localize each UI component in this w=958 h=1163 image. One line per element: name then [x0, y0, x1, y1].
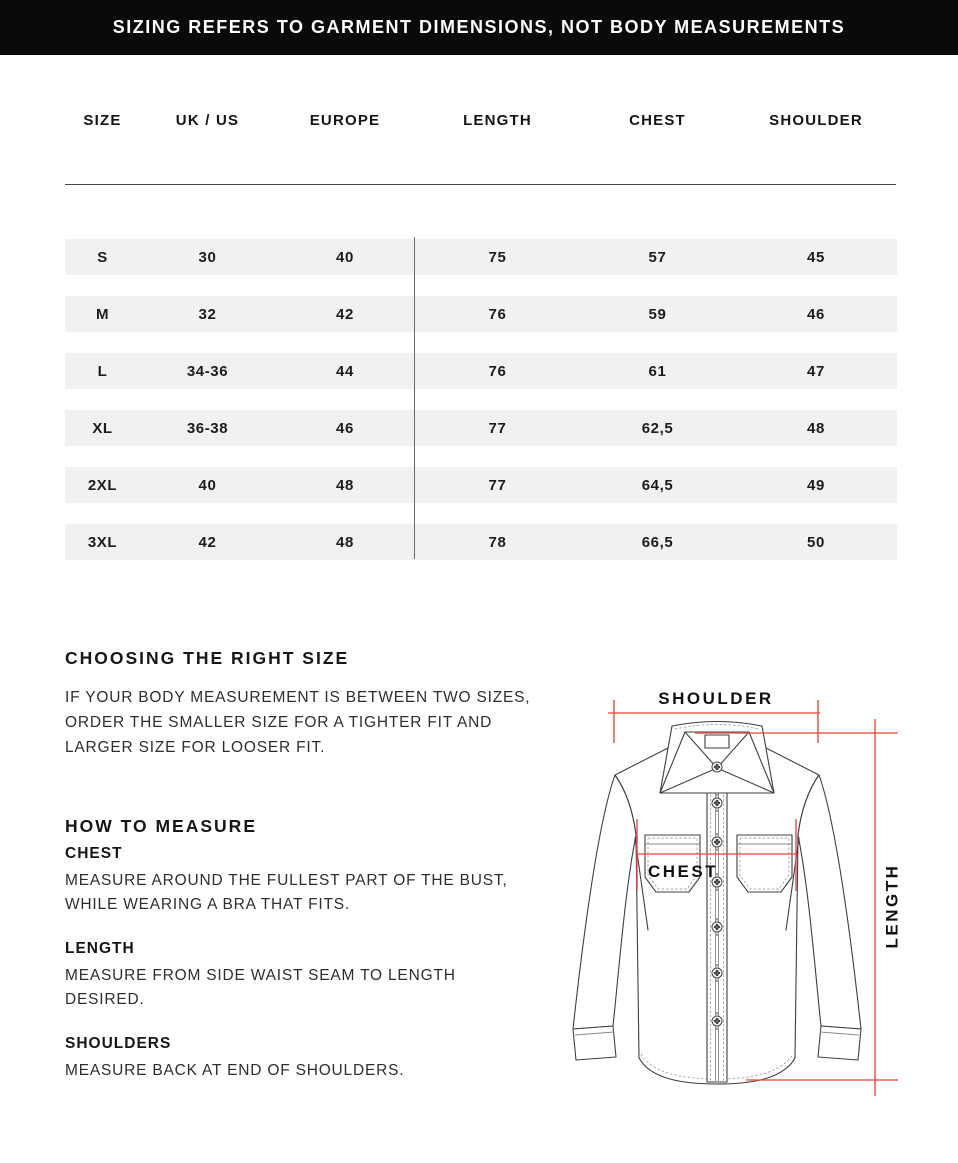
cell-uk-us: 42 [198, 533, 217, 551]
choosing-size-text [65, 685, 530, 760]
shirt-measurement-diagram [555, 680, 958, 1110]
diagram-chest-label: CHEST [648, 862, 719, 881]
size-table-header [65, 112, 897, 129]
cell-chest: 61 [648, 362, 667, 380]
cell-uk-us: 30 [198, 248, 217, 266]
pocket-right [737, 835, 792, 892]
measure-shoulders-label: SHOULDERS [65, 1035, 172, 1052]
cell-length: 76 [488, 362, 507, 380]
cell-shoulder: 47 [807, 362, 825, 380]
col-header-shoulder: SHOULDER [769, 112, 863, 129]
cell-shoulder: 45 [807, 248, 825, 266]
choosing-size-heading: CHOOSING THE RIGHT SIZE [65, 647, 350, 668]
cell-size: XL [92, 419, 113, 437]
measure-shoulders-line-1: MEASURE BACK AT END OF SHOULDERS. [65, 1062, 405, 1079]
cell-shoulder: 46 [807, 305, 825, 323]
cell-chest: 66,5 [641, 533, 674, 551]
how-to-measure-heading: HOW TO MEASURE [65, 815, 257, 836]
cell-shoulder: 49 [807, 476, 825, 494]
cuff-left [573, 1026, 616, 1060]
table-row-s [65, 239, 897, 275]
cell-shoulder: 48 [807, 419, 825, 437]
cell-chest: 64,5 [641, 476, 674, 494]
choosing-line-1: IF YOUR BODY MEASUREMENT IS BETWEEN TWO SIZES, [65, 689, 531, 706]
shirt-diagram-svg [555, 680, 958, 1110]
table-header-rule [65, 184, 896, 185]
table-row-3xl [65, 524, 897, 560]
cell-uk-us: 36-38 [186, 419, 229, 437]
diagram-length-label: LENGTH [882, 863, 902, 949]
cell-size: S [97, 248, 108, 266]
cell-length: 77 [488, 419, 507, 437]
cuff-right [818, 1026, 861, 1060]
cell-length: 77 [488, 476, 507, 494]
cell-uk-us: 34-36 [186, 362, 229, 380]
button [712, 762, 722, 772]
measure-shoulders-text [65, 1059, 404, 1083]
measure-length-line-2: DESIRED. [65, 991, 145, 1008]
col-header-size: SIZE [83, 112, 122, 129]
table-row-xl [65, 410, 897, 446]
collar-label-tag [705, 735, 729, 748]
choosing-line-2: ORDER THE SMALLER SIZE FOR A TIGHTER FIT AND [65, 714, 493, 731]
sleeve-right [798, 775, 861, 1029]
cell-europe: 40 [336, 248, 354, 266]
measure-chest-text [65, 869, 508, 917]
col-header-length: LENGTH [463, 112, 532, 129]
cell-europe: 48 [336, 476, 354, 494]
choosing-line-3: LARGER SIZE FOR LOOSER FIT. [65, 739, 326, 756]
cell-europe: 42 [336, 305, 354, 323]
cell-europe: 44 [336, 362, 354, 380]
table-row-2xl [65, 467, 897, 503]
cell-size: 3XL [87, 533, 118, 551]
cell-length: 78 [488, 533, 507, 551]
cell-chest: 57 [648, 248, 667, 266]
cell-length: 75 [488, 248, 507, 266]
table-row-m [65, 296, 897, 332]
col-header-chest: CHEST [629, 112, 686, 129]
col-header-europe: EUROPE [309, 112, 381, 129]
table-column-divider [414, 237, 415, 559]
measure-length-label: LENGTH [65, 940, 135, 957]
cell-uk-us: 40 [198, 476, 217, 494]
measure-length-line-1: MEASURE FROM SIDE WAIST SEAM TO LENGTH [65, 967, 456, 984]
measure-chest-line-1: MEASURE AROUND THE FULLEST PART OF THE BUST, [65, 872, 508, 889]
diagram-shoulder-label: SHOULDER [658, 689, 774, 708]
cell-shoulder: 50 [807, 533, 825, 551]
cell-chest: 62,5 [641, 419, 674, 437]
cell-chest: 59 [648, 305, 667, 323]
measure-length-text [65, 964, 456, 1012]
cell-size: 2XL [87, 476, 118, 494]
cell-uk-us: 32 [198, 305, 217, 323]
sleeve-left [573, 775, 636, 1029]
cell-europe: 46 [336, 419, 354, 437]
measure-chest-line-2: WHILE WEARING A BRA THAT FITS. [65, 896, 350, 913]
cell-length: 76 [488, 305, 507, 323]
measure-chest-label: CHEST [65, 845, 123, 862]
banner [0, 0, 958, 55]
cell-europe: 48 [336, 533, 354, 551]
table-row-l [65, 353, 897, 389]
banner-text: SIZING REFERS TO GARMENT DIMENSIONS, NOT BODY MEASUREMENTS [112, 17, 846, 37]
cell-size: L [97, 362, 108, 380]
cell-size: M [95, 305, 110, 323]
size-table-rows [65, 239, 897, 581]
col-header-uk-us: UK / US [175, 112, 240, 129]
